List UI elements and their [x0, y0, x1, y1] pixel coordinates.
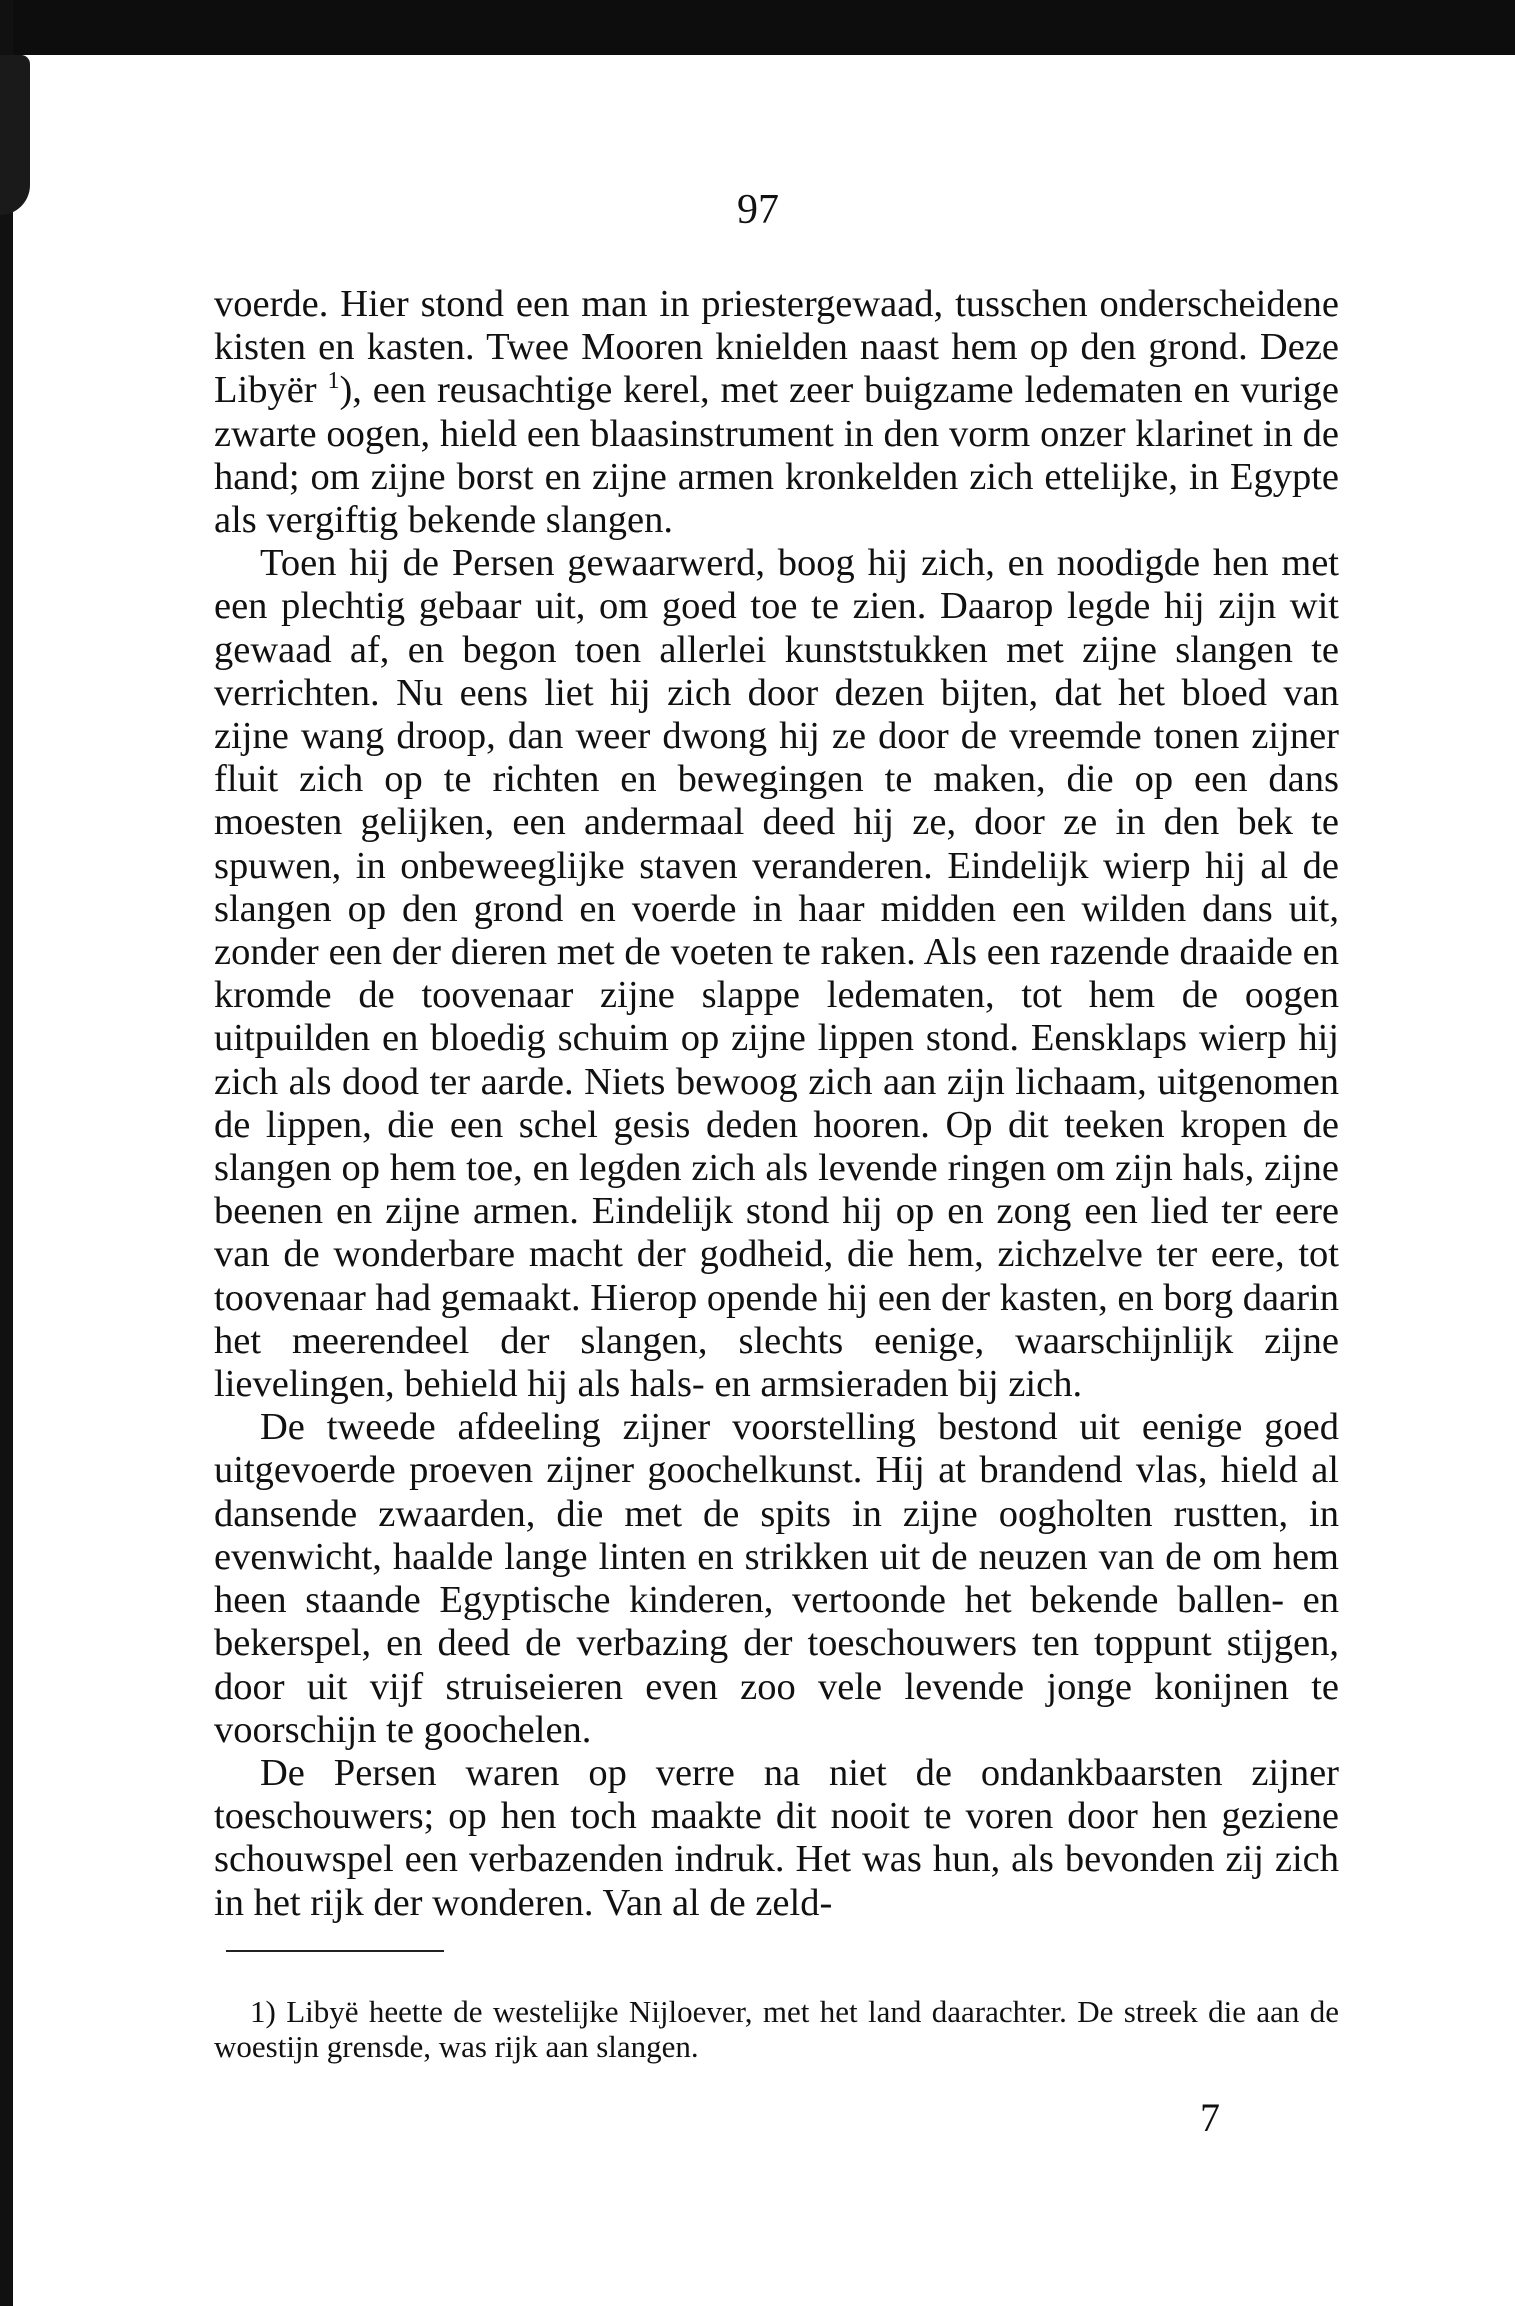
footnote-divider: [226, 1950, 444, 1952]
paragraph-3: De tweede afdeeling zijner voorstelling bestond uit eenige goed uitgevoerde proeven zijner goochelkunst. Hij at brandend vlas, hield al dansende zwaarden, die met de spits in zijne oogholten rustten, in evenwicht, haalde lange linten en strikken uit de neuzen van de om hem heen staande Egyptische kinderen, vertoonde het bekende ballen- en bekerspel, en deed de verbazing der toeschouwers ten toppunt stijgen, door uit vijf struiseieren even zoo vele levende jonge konijnen te voorschijn te goochelen.: [214, 1406, 1339, 1751]
paragraph-1: [214, 283, 1339, 542]
scan-binding-shadow: [0, 55, 30, 215]
scan-border-top: [0, 0, 1515, 55]
footnote-reference: 1: [327, 368, 340, 395]
page-number: 97: [737, 187, 779, 233]
paragraph-2: Toen hij de Persen gewaarwerd, boog hij zich, en noodigde hen met een plechtig gebaar uit, om goed toe te zien. Daarop legde hij zijn wit gewaad af, en begon toen allerlei kunststukken met zijne slangen te verrichten. Nu eens liet hij zich door dezen bijten, dat het bloed van zijne wang droop, dan weer dwong hij ze door de vreemde tonen zijner fluit zich op te richten en bewegingen te maken, die op een dans moesten gelijken, een andermaal deed hij ze, door ze in den bek te spuwen, in onbeweeglijke staven veranderen. Eindelijk wierp hij al de slangen op den grond en voerde in haar midden een wilden dans uit, zonder een der dieren met de voeten te raken. Als een razende draaide en kromde de toovenaar zijne slappe ledematen, tot hem de oogen uitpuilden en bloedig schuim op zijne lippen stond. Eensklaps wierp hij zich als dood ter aarde. Niets bewoog zich aan zijn lichaam, uitgenomen de lippen, die een schel gesis deden hooren. Op dit teeken kropen de slangen op hem toe, en legden zich als levende ringen om zijn hals, zijne beenen en zijne armen. Eindelijk stond hij op en zong een lied ter eere van de wonderbare macht der godheid, die hem, zichzelve ter eere, tot toovenaar had gemaakt. Hierop opende hij een der kasten, en borg daarin het meerendeel der slangen, slechts eenige, waarschijnlijk zijne lievelingen, behield hij als hals- en armsieraden bij zich.: [214, 542, 1339, 1406]
signature-mark: 7: [1200, 2095, 1220, 2140]
body-text: [214, 283, 1339, 1925]
footnote: [214, 1994, 1339, 2064]
paragraph-4: De Persen waren op verre na niet de ondankbaarsten zijner toeschouwers; op hen toch maakte dit nooit te voren door hen geziene schouwspel een verbazenden indruk. Het was hun, als bevonden zij zich in het rijk der wonderen. Van al de zeld-: [214, 1751, 1339, 1924]
footnote-text: 1) Libyë heette de westelijke Nijloever, met het land daarachter. De streek die aan de woestijn grensde, was rijk aan slangen.: [214, 1994, 1339, 2064]
paragraph-1-text-a: voerde. Hier stond een man in priestergewaad, tusschen onderscheidene kisten en kasten. Twee Mooren knielden naast hem op den grond. Deze Libyër: [214, 283, 1339, 412]
scan-border-left: [0, 0, 13, 2306]
paragraph-1-text-b: ), een reusachtige kerel, met zeer buigzame ledematen en vurige zwarte oogen, hield een blaasinstrument in den vorm onzer klarinet in de hand; om zijne borst en zijne armen kronkelden zich ettelijke, in Egypte als vergiftig bekende slangen.: [214, 369, 1339, 542]
